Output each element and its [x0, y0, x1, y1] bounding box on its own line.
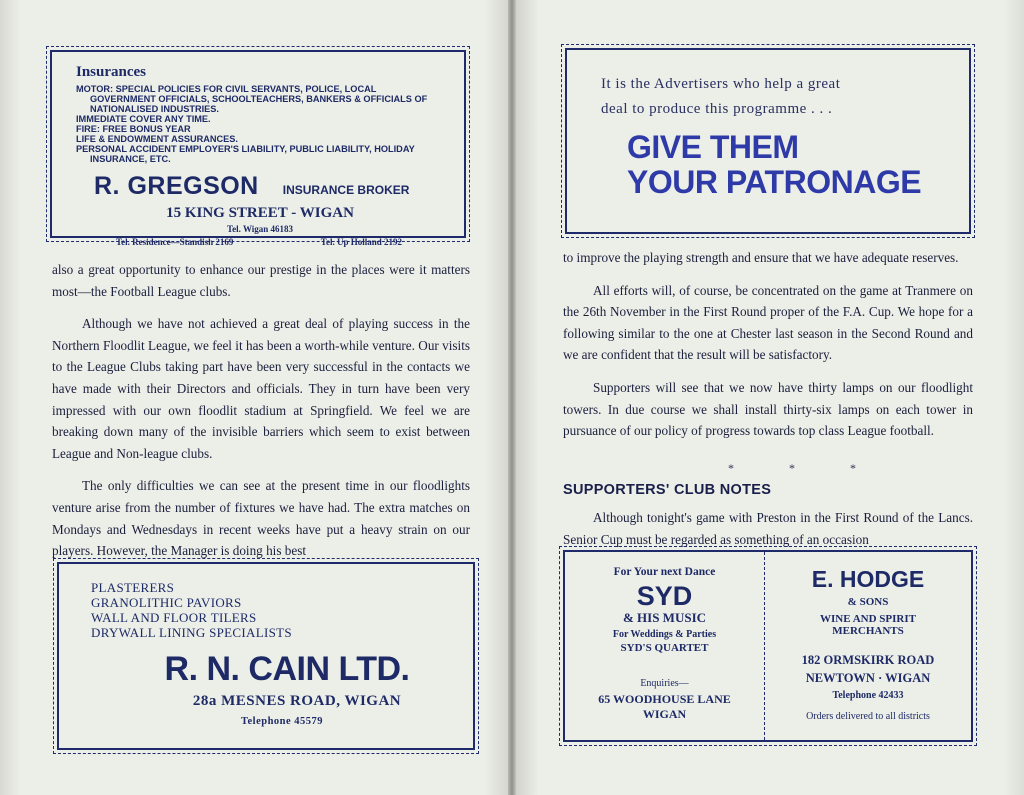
supporters-notes-text: Although tonight's game with Preston in the First Round of the Lancs. Senior Cup must be regarded as something of an occasion: [563, 510, 973, 547]
patronage-advert: [565, 48, 971, 234]
syd-town: WIGAN: [642, 707, 687, 721]
insurance-line: IMMEDIATE COVER ANY TIME.: [76, 114, 211, 124]
cain-company-name: R. N. CAIN LTD.: [164, 650, 410, 688]
broker-telephone: Tel. Wigan 46183: [226, 224, 294, 234]
right-article-text: [563, 247, 973, 453]
broker-name: R. GREGSON: [94, 172, 259, 200]
cain-advert: [57, 562, 475, 750]
hodge-address: 182 ORMSKIRK ROAD: [801, 653, 935, 667]
syd-tagline: For Your next Dance: [613, 566, 716, 578]
bottom-adverts: [563, 550, 973, 742]
up-holland-telephone: Tel. Up Holland 2192: [320, 237, 402, 247]
book-spine: [508, 0, 516, 795]
article-paragraph: to improve the playing strength and ensure that we have adequate reserves.: [563, 250, 959, 265]
patronage-headline: YOUR PATRONAGE: [627, 164, 922, 200]
hodge-trade: MERCHANTS: [832, 625, 904, 637]
insurance-line: LIFE & ENDOWMENT ASSURANCES.: [76, 134, 238, 144]
supporters-club-heading: SUPPORTERS' CLUB NOTES: [563, 482, 772, 498]
hodge-advert: [765, 552, 971, 740]
insurance-line: FIRE: FREE BONUS YEAR: [76, 124, 191, 134]
article-paragraph: also a great opportunity to enhance our prestige in the places were it matters most—the Football League clubs.: [52, 262, 470, 299]
broker-address: 15 KING STREET - WIGAN: [166, 205, 354, 221]
cain-telephone: Telephone 45579: [240, 716, 324, 727]
insurance-heading: Insurances: [76, 64, 147, 80]
cain-service: WALL AND FLOOR TILERS: [91, 610, 257, 625]
patronage-line: deal to produce this programme . . .: [601, 101, 833, 117]
hodge-telephone: Telephone 42433: [832, 690, 904, 701]
syd-address: 65 WOODHOUSE LANE: [598, 692, 731, 706]
insurance-details: [76, 84, 444, 164]
section-separator: * * *: [728, 461, 882, 475]
cain-service: PLASTERERS: [91, 580, 175, 595]
syd-music: & HIS MUSIC: [622, 610, 707, 625]
patronage-line: It is the Advertisers who help a great: [601, 76, 841, 92]
syd-advert: [565, 552, 765, 740]
patronage-headline: GIVE THEM: [627, 129, 799, 165]
insurance-line: MOTOR: SPECIAL POLICIES FOR CIVIL SERVANTS, POLICE, LOCAL GOVERNMENT OFFICIALS, SCHOOLTEACHERS, BANKERS & OFFICIALS OF NATIONALISED INDUSTRIES.: [76, 84, 428, 114]
hodge-town: NEWTOWN · WIGAN: [805, 671, 931, 685]
article-paragraph: All efforts will, of course, be concentrated on the game at Tranmere on the 26th November in the First Round proper of the F.A. Cup. We hope for a following similar to the one at Chester last season in the Second Round and we are confident that the result will be satisfactory.: [563, 282, 973, 363]
hodge-name: E. HODGE: [811, 566, 925, 592]
broker-telephone-row: [76, 234, 444, 247]
hodge-sons: & SONS: [847, 596, 889, 608]
broker-name-row: [76, 172, 444, 201]
insurance-advert: [50, 50, 466, 247]
syd-name: SYD: [636, 581, 693, 611]
article-paragraph: The only difficulties we can see at the present time in our floodlights venture arise from the number of fixtures we have had. The extra matches on Mondays and Wednesdays in recent weeks have put a heavy strain on our players. However, the Manager is doing his best: [52, 478, 470, 559]
residence-telephone: Tel. Residence—Standish 2169: [116, 237, 234, 247]
syd-occasions: For Weddings & Parties: [612, 629, 717, 640]
insurance-line: PERSONAL ACCIDENT EMPLOYER'S LIABILITY, PUBLIC LIABILITY, HOLIDAY INSURANCE, ETC.: [76, 144, 415, 164]
cain-address: 28a MESNES ROAD, WIGAN: [192, 693, 402, 709]
cain-service: DRYWALL LINING SPECIALISTS: [91, 625, 292, 640]
broker-title: INSURANCE BROKER: [282, 183, 410, 197]
article-paragraph: Although we have not achieved a great deal of playing success in the Northern Floodlit League, we feel it has been a worth-while venture. Our visits to the League Clubs taking part have been very successful in the contacts we have made with their Directors and officials. They in turn have been very impressed with our own floodlit stadium at Springfield. We feel we are breaking down many of the invisible barriers which seem to exist between League and Non-league clubs.: [52, 316, 470, 461]
syd-quartet: SYD'S QUARTET: [620, 642, 709, 654]
hodge-trade: WINE AND SPIRIT: [820, 613, 916, 625]
left-article-text: [52, 259, 470, 573]
hodge-delivery: Orders delivered to all districts: [806, 711, 930, 722]
syd-enquiries: Enquiries—: [640, 678, 689, 689]
article-paragraph: Supporters will see that we now have thirty lamps on our floodlight towers. In due course we shall install thirty-six lamps on each tower in pursuance of our policy of progress towards top class League football.: [563, 379, 973, 439]
cain-service: GRANOLITHIC PAVIORS: [91, 595, 242, 610]
